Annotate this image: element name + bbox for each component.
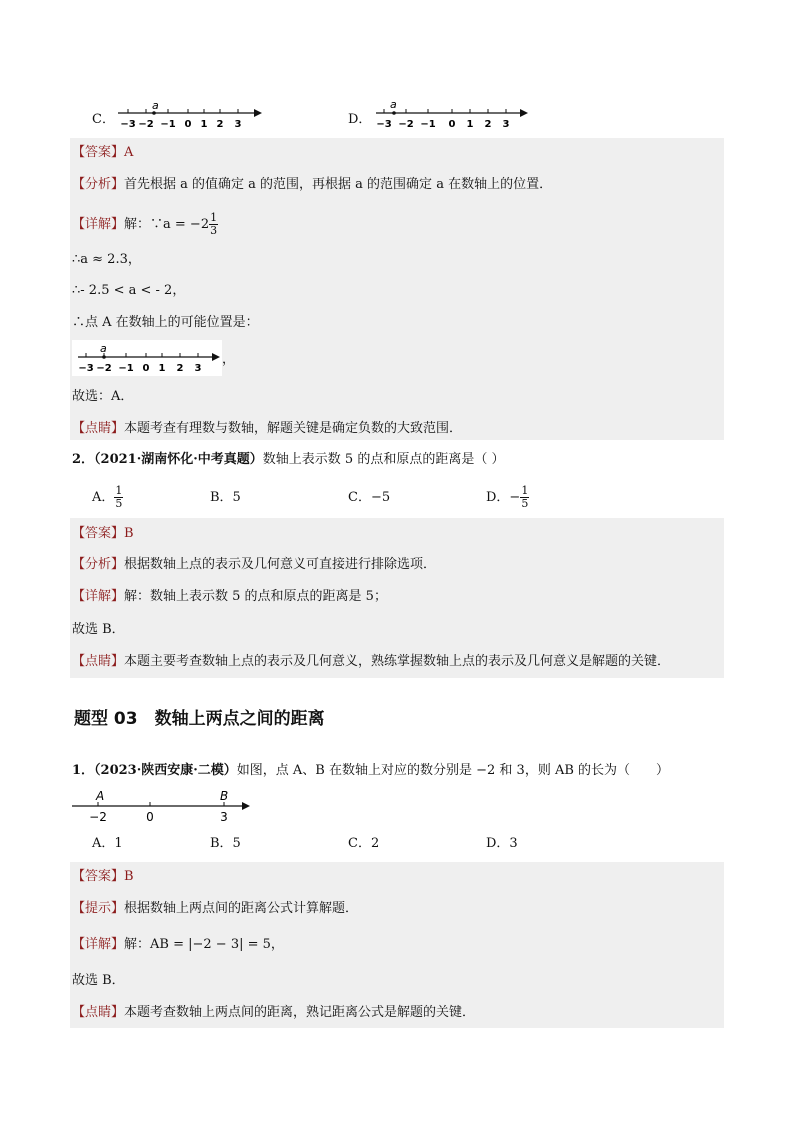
point-a-label: a xyxy=(390,98,397,111)
svg-text:1: 1 xyxy=(200,119,208,130)
q1-detail: 【详解】解：∵a = −2 $\frac{1}{3}$ xyxy=(72,211,218,237)
point-B-label: B xyxy=(220,789,229,803)
q1-choose: 故选：A． xyxy=(72,389,134,404)
q1-line-position: ∴点 A 在数轴上的可能位置是： xyxy=(72,315,259,330)
point-A-label: A xyxy=(96,789,105,803)
svg-text:2: 2 xyxy=(484,119,492,130)
svg-text:0: 0 xyxy=(448,119,456,130)
number-line-option-c xyxy=(114,97,264,133)
svg-text:2: 2 xyxy=(176,363,184,374)
q3-number-line xyxy=(70,785,260,825)
q3-option-d: D．3 xyxy=(486,836,518,851)
q3-detail: 【详解】解：AB = |−2 − 3| = 5， xyxy=(72,937,284,952)
svg-text:−3: −3 xyxy=(376,119,392,130)
option-c-label: C． xyxy=(92,112,115,127)
svg-text:1: 1 xyxy=(158,363,166,374)
q2-option-d: D．− $\frac{1}{5}$ xyxy=(486,484,529,510)
q2-option-b: B．5 xyxy=(210,490,241,505)
svg-text:3: 3 xyxy=(194,363,202,374)
q1-figure-comma: ， xyxy=(222,352,236,367)
q1-number-line xyxy=(74,341,224,377)
section-title: 题型 03 数轴上两点之间的距离 xyxy=(74,709,325,729)
svg-text:−1: −1 xyxy=(420,119,436,130)
q3-comment: 【点睛】本题考查数轴上两点间的距离，熟记距离公式是解题的关键． xyxy=(72,1005,476,1020)
number-line-option-d xyxy=(372,97,532,133)
q3-option-b: B．5 xyxy=(210,836,241,851)
svg-text:3: 3 xyxy=(234,119,242,130)
q1-answer: 【答案】A xyxy=(72,145,134,160)
q2-analysis: 【分析】根据数轴上点的表示及几何意义可直接进行排除选项． xyxy=(72,557,437,572)
q2-choose: 故选 B． xyxy=(72,622,125,637)
q3-hint: 【提示】根据数轴上两点间的距离公式计算解题． xyxy=(72,901,359,916)
tick-label: −2 xyxy=(89,810,107,824)
q2-option-c: C．−5 xyxy=(348,490,391,505)
tick-label: 3 xyxy=(220,810,228,824)
svg-text:−2: −2 xyxy=(138,119,154,130)
svg-text:−1: −1 xyxy=(118,363,134,374)
svg-text:−3: −3 xyxy=(120,119,136,130)
q1-comment: 【点睛】本题考查有理数与数轴，解题关键是确定负数的大致范围． xyxy=(72,421,463,436)
svg-text:3: 3 xyxy=(502,119,510,130)
q1-line-approx: ∴a ≈ 2.3， xyxy=(72,252,141,267)
q3-option-a: A．1 xyxy=(92,836,123,851)
q2-option-a: A． $\frac{1}{5}$ xyxy=(92,484,123,510)
q1-analysis: 【分析】首先根据 a 的值确定 a 的范围，再根据 a 的范围确定 a 在数轴上的位置． xyxy=(72,177,553,192)
q3-choose: 故选 B． xyxy=(72,973,125,988)
q2-answer: 【答案】B xyxy=(72,526,134,541)
svg-text:0: 0 xyxy=(184,119,192,130)
svg-text:2: 2 xyxy=(216,119,224,130)
q2-detail: 【详解】解：数轴上表示数 5 的点和原点的距离是 5； xyxy=(72,589,387,604)
q1-line-range: ∴- 2.5 < a < - 2， xyxy=(72,283,186,298)
q2-stem: 2．（2021·湖南怀化·中考真题）数轴上表示数 5 的点和原点的距离是（ ） xyxy=(72,452,505,467)
svg-text:−3: −3 xyxy=(78,363,94,374)
q2-comment: 【点睛】本题主要考查数轴上点的表示及几何意义，熟练掌握数轴上点的表示及几何意义是解题的关键． xyxy=(72,654,671,669)
tick-label: 0 xyxy=(146,810,154,824)
svg-text:−2: −2 xyxy=(96,363,112,374)
svg-text:−2: −2 xyxy=(398,119,414,130)
svg-text:0: 0 xyxy=(142,363,150,374)
point-a-label: a xyxy=(100,342,107,355)
q3-answer: 【答案】B xyxy=(72,869,134,884)
point-a-label: a xyxy=(152,99,159,112)
svg-text:1: 1 xyxy=(466,119,474,130)
svg-text:−1: −1 xyxy=(160,119,176,130)
q3-option-c: C．2 xyxy=(348,836,380,851)
option-d-label: D． xyxy=(348,112,372,127)
q3-stem: 1．（2023·陕西安康·二模）如图，点 A、B 在数轴上对应的数分别是 −2 和 3，则 AB 的长为（ ） xyxy=(72,763,670,778)
